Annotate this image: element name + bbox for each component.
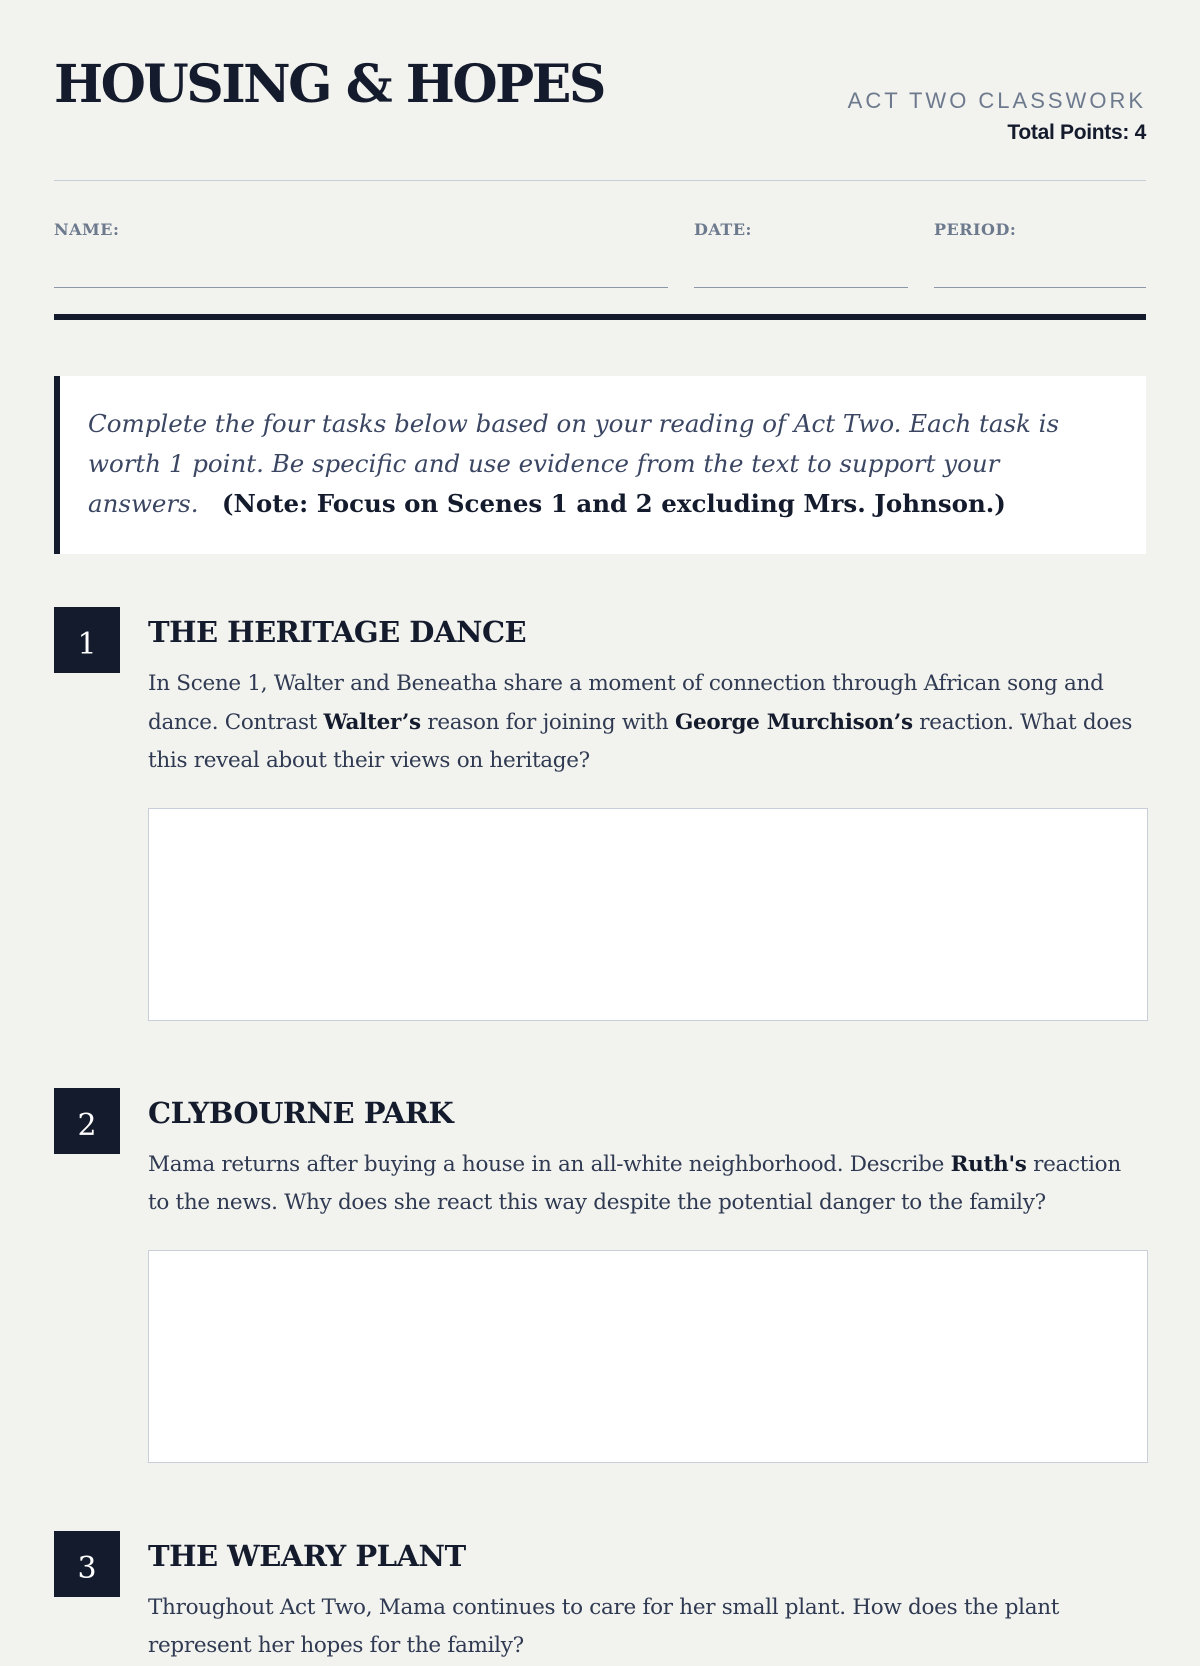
- instructions-box: [54, 376, 1146, 554]
- date-line[interactable]: [694, 287, 908, 288]
- answer-box[interactable]: [148, 808, 1148, 1021]
- task-prompt: In Scene 1, Walter and Beneatha share a moment of connection through African song and dance. Contrast Walter’s reason for joining with George Murchison’s reaction. What does this reveal about their views on heritage?: [148, 671, 1133, 773]
- date-label: DATE:: [694, 220, 752, 239]
- task-prompt: Throughout Act Two, Mama continues to care for her small plant. How does the plant represent her hopes for the family?: [148, 1594, 1060, 1658]
- task-title: THE WEARY PLANT: [148, 1538, 466, 1573]
- instructions-note: (Note: Focus on Scenes 1 and 2 excluding Mrs. Johnson.): [221, 489, 1006, 518]
- name-field: [54, 220, 119, 239]
- task-title: CLYBOURNE PARK: [148, 1095, 454, 1130]
- task-title: THE HERITAGE DANCE: [148, 615, 527, 649]
- header-right: [848, 88, 1146, 145]
- answer-box[interactable]: [148, 1250, 1148, 1463]
- task-prompt: Mama returns after buying a house in an all-white neighborhood. Describe Ruth's reaction to the news. Why does she react this way despite the potential danger to the family?: [148, 1151, 1121, 1215]
- task-2: [54, 1088, 1146, 1463]
- character-name: Ruth's: [950, 1151, 1027, 1177]
- task-number-badge: 3: [54, 1531, 120, 1597]
- character-name: George Murchison’s: [674, 709, 913, 735]
- total-points: Total Points: 4: [1007, 121, 1146, 145]
- section-divider: [54, 314, 1146, 320]
- task-number-badge: 1: [54, 607, 120, 673]
- period-label: PERIOD:: [934, 220, 1017, 239]
- period-line[interactable]: [934, 287, 1146, 288]
- task-1: [54, 607, 1146, 1021]
- worksheet-subtitle: ACT TWO CLASSWORK: [847, 88, 1146, 113]
- name-label: NAME:: [54, 220, 120, 239]
- header: [54, 0, 1146, 182]
- task-number-badge: 2: [54, 1088, 120, 1154]
- worksheet-title: HOUSING & HOPES: [54, 54, 604, 115]
- period-field: [934, 220, 1016, 239]
- instructions-text: Complete the four tasks below based on your reading of Act Two. Each task is worth 1 point. Be specific and use evidence from the text to support your answers.: [88, 409, 1060, 518]
- student-info-fields: [54, 182, 1146, 288]
- name-line[interactable]: [54, 287, 668, 288]
- header-divider: [54, 180, 1146, 181]
- date-field: [694, 220, 752, 239]
- character-name: Walter’s: [323, 709, 421, 735]
- task-3: [54, 1531, 1146, 1666]
